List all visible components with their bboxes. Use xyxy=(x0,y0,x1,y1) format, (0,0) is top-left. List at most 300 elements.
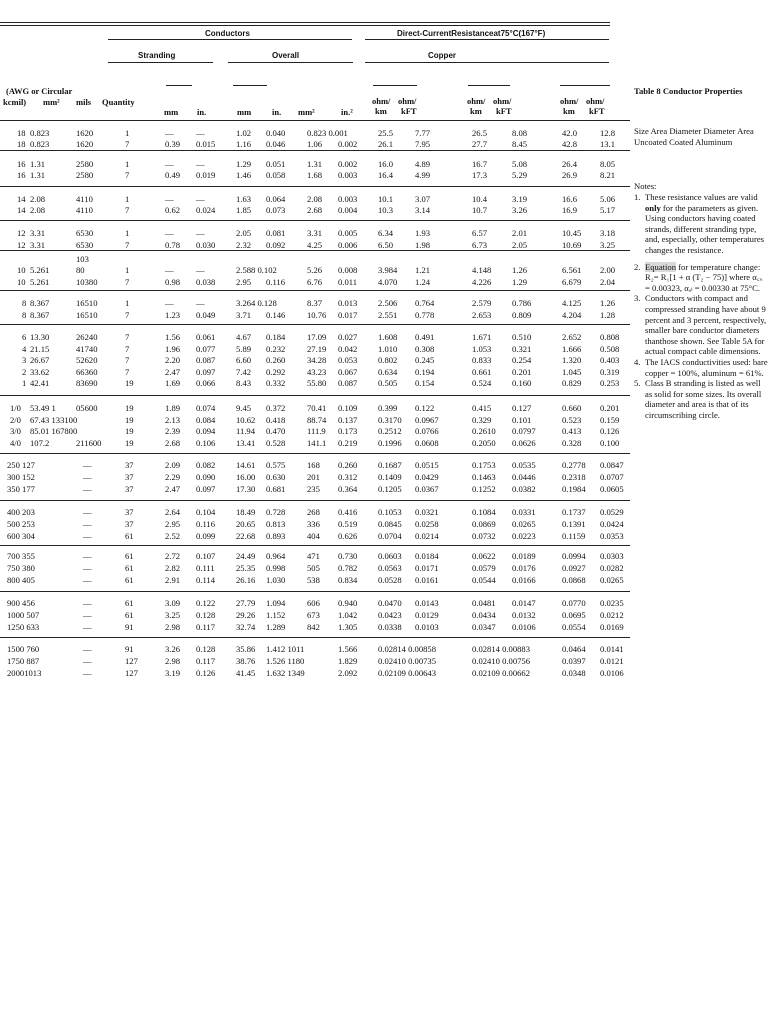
table-cell: 19 xyxy=(125,378,134,388)
res-unit-kft: kFT xyxy=(496,106,512,116)
table-cell: 10.7 xyxy=(472,205,488,215)
table-cell: 91 xyxy=(125,644,134,654)
table-cell: 2580 xyxy=(76,159,94,169)
table-cell: 0.1205 xyxy=(378,484,402,494)
table-cell: 8.08 xyxy=(512,128,528,138)
table-cell: — xyxy=(83,575,92,585)
table-cell: 16.9 xyxy=(562,205,578,215)
table-cell: 5.261 xyxy=(30,277,50,287)
table-cell: 0.099 xyxy=(196,531,216,541)
table-cell: 0.681 xyxy=(266,484,286,494)
col-in-overall: in. xyxy=(272,107,282,117)
table-cell: 0.660 xyxy=(562,403,582,413)
table-cell: 3.31 xyxy=(307,228,323,238)
table-cell: 0.413 xyxy=(562,426,582,436)
table-cell: 0.0347 xyxy=(472,622,496,632)
res-unit-top: ohm/ xyxy=(560,96,579,106)
table-cell: 0.626 xyxy=(338,531,358,541)
table-cell: 1 xyxy=(125,265,130,275)
table-cell: 201 xyxy=(307,472,320,482)
group-divider xyxy=(0,290,630,291)
table-cell: 900 456 xyxy=(7,598,35,608)
table-cell: 2.653 xyxy=(472,310,492,320)
table-cell: 0.329 xyxy=(472,415,492,425)
table-cell: 10 xyxy=(17,265,26,275)
table-cell: 0.0171 xyxy=(415,563,439,573)
equation-highlight: Equation xyxy=(645,261,677,272)
table-cell: 0.066 xyxy=(196,378,216,388)
table-cell: 14.61 xyxy=(236,460,256,470)
table-cell: 0.0367 xyxy=(415,484,439,494)
table-cell: 0.004 xyxy=(338,205,358,215)
table-cell: 2.47 xyxy=(165,484,181,494)
table-cell: 1.632 1349 xyxy=(266,668,305,678)
table-cell: 0.081 xyxy=(266,228,286,238)
table-cell: 0.0103 xyxy=(415,622,439,632)
table-cell: 1.042 xyxy=(338,610,358,620)
table-cell: 0.802 xyxy=(378,355,398,365)
table-cell: 4.99 xyxy=(415,170,431,180)
table-cell: — xyxy=(165,265,174,275)
table-cell: 2.72 xyxy=(165,551,181,561)
table-cell: 80 xyxy=(76,265,85,275)
table-cell: 33.62 xyxy=(30,367,50,377)
table-cell: 2.08 xyxy=(307,194,323,204)
table-cell: 0.005 xyxy=(338,228,358,238)
table-cell: 38.76 xyxy=(236,656,256,666)
table-cell: 0.097 xyxy=(196,367,216,377)
table-cell: 0.067 xyxy=(338,367,358,377)
res-unit-kft: kFT xyxy=(589,106,605,116)
table-cell: 0.321 xyxy=(512,344,532,354)
table-cell: 404 xyxy=(307,531,320,541)
table-cell: 20.65 xyxy=(236,519,256,529)
table-cell: 1.24 xyxy=(415,277,431,287)
table-cell: 1.23 xyxy=(165,310,181,320)
note-item: 3. Conductors with compact and compressed stranding have about 9 percent and 3 percent, respectively, smaller bare conductor diameters thanthose shown. See Table 5A for actual compact cable dimensions. xyxy=(634,293,767,357)
table-cell: 17.30 xyxy=(236,484,256,494)
table-cell: 0.0282 xyxy=(600,563,624,573)
table-cell: 6.679 xyxy=(562,277,582,287)
table-cell: 111.9 xyxy=(307,426,326,436)
table-cell: 1.566 xyxy=(338,644,358,654)
table-cell: 0.399 xyxy=(378,403,398,413)
table-cell: 0.808 xyxy=(600,332,620,342)
table-cell: 4110 xyxy=(76,194,93,204)
table-cell: 6530 xyxy=(76,240,94,250)
table-cell: 0.0258 xyxy=(415,519,439,529)
table-cell: 0.02410 0.00735 xyxy=(378,656,437,666)
table-cell: 1.030 xyxy=(266,575,286,585)
mm-in-rule xyxy=(166,85,192,86)
table-cell: 55.80 xyxy=(307,378,327,388)
table-cell: 600 304 xyxy=(7,531,35,541)
table-cell: 0.312 xyxy=(338,472,358,482)
table-cell: 22.68 xyxy=(236,531,256,541)
table-cell: 3.19 xyxy=(165,668,181,678)
table-cell: 0.2610 xyxy=(472,426,496,436)
table-cell: 0.087 xyxy=(338,378,358,388)
col-mm: mm xyxy=(164,107,179,117)
table-cell: 0.0994 xyxy=(562,551,586,561)
table-cell: 0.782 xyxy=(338,563,358,573)
table-cell: 3.25 xyxy=(165,610,181,620)
table-cell: 2.52 xyxy=(165,531,181,541)
table-cell: 16 xyxy=(17,159,26,169)
stranding-rule xyxy=(108,62,213,63)
table-cell: 0.0147 xyxy=(512,598,536,608)
table-cell: 4.25 xyxy=(307,240,323,250)
table-cell: 0.0544 xyxy=(472,575,496,585)
table-cell: 0.0770 xyxy=(562,598,586,608)
res-unit-km: km xyxy=(563,106,575,116)
table-cell: 0.122 xyxy=(415,403,435,413)
table-cell: 0.027 xyxy=(338,332,358,342)
table-cell: 0.0338 xyxy=(378,622,402,632)
table-cell: 6.561 xyxy=(562,265,582,275)
table-cell: 0.319 xyxy=(600,367,620,377)
table-cell: 0.015 xyxy=(196,139,216,149)
table-cell: 0.0797 xyxy=(512,426,536,436)
table-cell: 0.0382 xyxy=(512,484,536,494)
table-cell: 26.16 xyxy=(236,575,256,585)
table-cell: 0.823 0.001 xyxy=(307,128,348,138)
table-cell: 12 xyxy=(17,228,26,238)
table-cell: — xyxy=(83,668,92,678)
table-cell: 13.30 xyxy=(30,332,50,342)
table-cell: 1/0 xyxy=(10,403,21,413)
notes-list xyxy=(634,192,768,420)
table-cell: 0.3170 xyxy=(378,415,402,425)
table-cell: 0.418 xyxy=(266,415,286,425)
conductors-heading: Conductors xyxy=(205,29,250,38)
table-cell: 842 xyxy=(307,622,320,632)
table-cell: 5.29 xyxy=(512,170,528,180)
table-cell: 0.074 xyxy=(196,403,216,413)
table-cell: 0.114 xyxy=(196,575,216,585)
table-cell: 26.4 xyxy=(562,159,578,169)
table-cell: 0.0121 xyxy=(600,656,624,666)
table-cell: 7 xyxy=(125,367,130,377)
table-cell: 18.49 xyxy=(236,507,256,517)
table-cell: 61 xyxy=(125,575,134,585)
table-cell: 0.49 xyxy=(165,170,181,180)
table-cell: 0.126 xyxy=(196,668,216,678)
table-cell: 3.19 xyxy=(512,194,528,204)
table-cell: 0.0348 xyxy=(562,668,586,678)
table-cell: 0.090 xyxy=(196,472,216,482)
table-cell: 5.06 xyxy=(600,194,616,204)
table-cell: — xyxy=(196,265,205,275)
table-cell: 4.148 xyxy=(472,265,492,275)
table-cell: 0.508 xyxy=(600,344,620,354)
dc-resistance-rule xyxy=(365,39,609,40)
table-cell: 0.201 xyxy=(512,367,532,377)
table-cell: 0.0214 xyxy=(415,531,439,541)
table-cell: 0.104 xyxy=(196,507,216,517)
note-item: 2. Equation for temperature change: R₂= R₁[1 + α (T₂ − 75)] where α꜀ᵤ = 0.00323, αₐₗ = 0.00330 at 75°C. xyxy=(634,261,763,293)
table-cell: 0.127 xyxy=(512,403,532,413)
table-cell: — xyxy=(196,128,205,138)
table-cell: 6530 xyxy=(76,228,94,238)
table-cell: 10.45 xyxy=(562,228,582,238)
table-cell: 127 xyxy=(125,668,138,678)
table-cell: 0.0189 xyxy=(512,551,536,561)
table-cell: 0.940 xyxy=(338,598,358,608)
table-cell: 0.0579 xyxy=(472,563,496,573)
table-cell: 0.0535 xyxy=(512,460,536,470)
table-cell: 1750 887 xyxy=(7,656,40,666)
table-cell: 0.0529 xyxy=(600,507,624,517)
table-cell: 16.7 xyxy=(472,159,488,169)
table-cell: 350 177 xyxy=(7,484,35,494)
table-cell: 2.579 xyxy=(472,298,492,308)
table-cell: 66360 xyxy=(76,367,98,377)
group-divider xyxy=(0,637,630,638)
table-cell: 61 xyxy=(125,551,134,561)
table-cell: 0.0470 xyxy=(378,598,402,608)
table-title-text: Table 8 Conductor Properties xyxy=(634,86,743,96)
table-cell: 0.523 xyxy=(562,415,582,425)
table-cell: — xyxy=(83,563,92,573)
table-cell: 0.0563 xyxy=(378,563,402,573)
table-cell: 0.0331 xyxy=(512,507,536,517)
table-cell: 0.1753 xyxy=(472,460,496,470)
table-cell: 91 xyxy=(125,622,134,632)
table-cell: 27.79 xyxy=(236,598,256,608)
table-cell: 2.29 xyxy=(165,472,181,482)
table-cell: 2.04 xyxy=(600,277,616,287)
table-cell: 0.0608 xyxy=(415,438,439,448)
table-cell: 1.56 xyxy=(165,332,181,342)
table-cell: 0.02814 0.00883 xyxy=(472,644,531,654)
table-cell: 0.087 xyxy=(196,355,216,365)
res-unit-top: ohm/ xyxy=(398,96,417,106)
table-cell: 8.367 xyxy=(30,298,50,308)
table-cell: 0.046 xyxy=(266,139,286,149)
table-cell: — xyxy=(165,194,174,204)
group-divider xyxy=(0,395,630,396)
table-cell: 0.051 xyxy=(266,159,286,169)
table-cell: 1.31 xyxy=(30,170,46,180)
table-cell: 1.46 xyxy=(236,170,252,180)
table-cell: 0.0464 xyxy=(562,644,586,654)
table-cell: 336 xyxy=(307,519,320,529)
table-cell: 0.634 xyxy=(378,367,398,377)
table-cell: 61 xyxy=(125,610,134,620)
table-cell: 0.0141 xyxy=(600,644,624,654)
table-cell: 0.117 xyxy=(196,622,216,632)
table-cell: 16510 xyxy=(76,310,98,320)
table-cell: 0.111 xyxy=(196,563,215,573)
table-cell: 0.184 xyxy=(266,332,286,342)
table-cell: 250 127 xyxy=(7,460,35,470)
table-cell: 8.21 xyxy=(600,170,616,180)
table-cell: 0.040 xyxy=(266,128,286,138)
table-cell: 7 xyxy=(125,277,130,287)
table-cell: 7 xyxy=(125,332,130,342)
table-cell: 0.0845 xyxy=(378,519,402,529)
table-cell: 5.08 xyxy=(512,159,528,169)
table-cell: 88.74 xyxy=(307,415,327,425)
table-cell: 61 xyxy=(125,563,134,573)
table-cell: 29.26 xyxy=(236,610,256,620)
table-cell: 0.0321 xyxy=(415,507,439,517)
table-cell: 7 xyxy=(125,344,130,354)
table-cell: 3.26 xyxy=(512,205,528,215)
table-cell: 0.017 xyxy=(338,310,358,320)
properties-caption: Size Area Diameter Diameter Area Uncoated Coated Aluminum xyxy=(634,126,754,147)
table-cell: 7 xyxy=(125,170,130,180)
table-cell: 16.4 xyxy=(378,170,394,180)
table-cell: 0.364 xyxy=(338,484,358,494)
table-cell: 10380 xyxy=(76,277,98,287)
table-cell: — xyxy=(196,159,205,169)
note-item: 5. Class B stranding is listed as well as solid for some sizes. Its overall diameter and area is that of its circumscribing circle. xyxy=(634,378,762,420)
table-cell: 0.160 xyxy=(512,378,532,388)
table-cell: 0.2318 xyxy=(562,472,586,482)
table-cell: 0.1084 xyxy=(472,507,496,517)
table-cell: 0.064 xyxy=(266,194,286,204)
table-cell: 0.98 xyxy=(165,277,181,287)
table-cell: 52620 xyxy=(76,355,98,365)
table-cell: 83690 xyxy=(76,378,98,388)
table-cell: 0.575 xyxy=(266,460,286,470)
table-cell: 2.05 xyxy=(236,228,252,238)
table-cell: 606 xyxy=(307,598,320,608)
table-cell: 0.0169 xyxy=(600,622,624,632)
table-cell: 27.19 xyxy=(307,344,327,354)
col-mm2-overall: mm² xyxy=(298,107,315,117)
table-cell: 0.78 xyxy=(165,240,181,250)
size-label-2: kcmil) xyxy=(3,97,27,107)
table-cell: 0.0161 xyxy=(415,575,439,585)
table-cell: 0.024 xyxy=(196,205,216,215)
table-cell: 0.505 xyxy=(378,378,398,388)
table-cell: 0.0434 xyxy=(472,610,496,620)
table-cell: 19 xyxy=(125,415,134,425)
group-divider xyxy=(0,500,630,501)
table-cell: 1.29 xyxy=(236,159,252,169)
group-divider xyxy=(0,324,630,325)
table-cell: 0.0424 xyxy=(600,519,624,529)
table-cell: 538 xyxy=(307,575,320,585)
table-cell: 70.41 xyxy=(307,403,327,413)
table-cell: 2.91 xyxy=(165,575,181,585)
table-cell: 25.5 xyxy=(378,128,394,138)
table-cell: 0.823 xyxy=(30,139,50,149)
table-cell: 0.786 xyxy=(512,298,532,308)
table-cell: 0.1984 xyxy=(562,484,586,494)
table-cell: 26.1 xyxy=(378,139,394,149)
table-cell: 67.43 133100 xyxy=(30,415,78,425)
table-cell: 2.32 xyxy=(236,240,252,250)
table-cell: 1.68 xyxy=(307,170,323,180)
table-cell: 0.730 xyxy=(338,551,358,561)
table-cell: 0.128 xyxy=(196,610,216,620)
table-cell: 1.666 xyxy=(562,344,582,354)
table-cell: 12 xyxy=(17,240,26,250)
table-cell: 1.89 xyxy=(165,403,181,413)
table-cell: 0.0265 xyxy=(600,575,624,585)
table-cell: 61 xyxy=(125,531,134,541)
group-divider xyxy=(0,186,630,187)
res-unit-top: ohm/ xyxy=(493,96,512,106)
table-cell: 0.1687 xyxy=(378,460,402,470)
table-cell: — xyxy=(83,656,92,666)
table-cell: 26.9 xyxy=(562,170,578,180)
table-cell: 25.35 xyxy=(236,563,256,573)
table-cell: 8.37 xyxy=(307,298,323,308)
table-cell: 0.813 xyxy=(266,519,286,529)
group-divider xyxy=(0,250,630,251)
table-cell: 0.1737 xyxy=(562,507,586,517)
table-cell: — xyxy=(83,519,92,529)
table-cell: 0.1391 xyxy=(562,519,586,529)
table-cell: 13.1 xyxy=(600,139,616,149)
table-cell: 0.328 xyxy=(562,438,582,448)
table-cell: 2.09 xyxy=(165,460,181,470)
table-cell: 800 405 xyxy=(7,575,35,585)
res-rule-2 xyxy=(468,85,510,86)
table-cell: 700 355 xyxy=(7,551,35,561)
table-cell: 4.070 xyxy=(378,277,398,287)
table-cell: 235 xyxy=(307,484,320,494)
table-cell: 0.0766 xyxy=(415,426,439,436)
table-cell: — xyxy=(196,194,205,204)
table-cell: 05600 xyxy=(76,403,98,413)
table-cell: 0.0622 xyxy=(472,551,496,561)
overall-rule xyxy=(228,62,353,63)
table-cell: 1.63 xyxy=(236,194,252,204)
table-cell: 1.320 xyxy=(562,355,582,365)
table-cell: 0.116 xyxy=(196,519,216,529)
table-cell: 42.0 xyxy=(562,128,578,138)
table-cell: 6.73 xyxy=(472,240,488,250)
note-item: 4. The IACS conductivities used: bare copper = 100%, aluminum = 61%. xyxy=(634,356,768,378)
table-cell: 0.0481 xyxy=(472,598,496,608)
col-quantity: Quantity xyxy=(102,97,135,107)
table-cell: 7 xyxy=(125,240,130,250)
table-cell: 0.002 xyxy=(338,139,358,149)
res-rule-3 xyxy=(560,85,610,86)
table-cell: 1 xyxy=(22,378,27,388)
table-cell: 0.39 xyxy=(165,139,181,149)
table-cell: 0.0847 xyxy=(600,460,624,470)
table-cell: 0.128 xyxy=(196,644,216,654)
table-cell: 0.823 xyxy=(30,128,50,138)
size-label-1: (AWG or Circular xyxy=(6,86,73,96)
table-cell: 7 xyxy=(125,205,130,215)
table-cell: 0.0166 xyxy=(512,575,536,585)
table-cell: 2.092 xyxy=(338,668,358,678)
table-cell: 1.608 xyxy=(378,332,398,342)
table-cell: 1.69 xyxy=(165,378,181,388)
table-cell: 0.332 xyxy=(266,378,286,388)
table-cell: 127 xyxy=(125,656,138,666)
res-unit-top: ohm/ xyxy=(372,96,391,106)
table-cell: 19 xyxy=(125,403,134,413)
table-cell: 0.061 xyxy=(196,332,216,342)
table-cell: 3 xyxy=(22,355,27,365)
table-cell: 471 xyxy=(307,551,320,561)
header-bottom-rule xyxy=(0,120,630,121)
table-cell: 3.26 xyxy=(165,644,181,654)
table-cell: 0.154 xyxy=(415,378,435,388)
table-cell: 1 xyxy=(125,298,130,308)
table-cell: 43.23 xyxy=(307,367,327,377)
table-cell: 0.02814 0.00858 xyxy=(378,644,437,654)
